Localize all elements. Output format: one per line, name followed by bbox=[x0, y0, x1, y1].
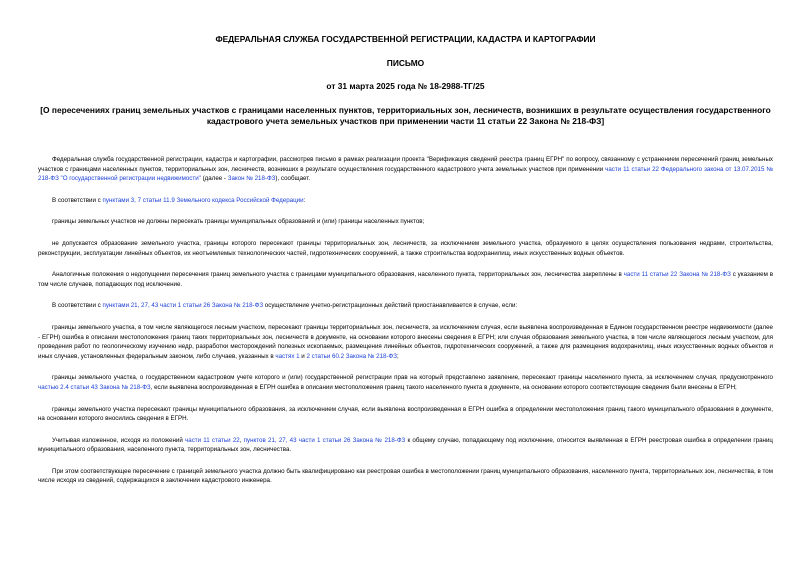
link-part11-article22[interactable]: части 11 статьи 22 Закона № 218-ФЗ bbox=[623, 271, 731, 279]
paragraph-formation-rule: не допускается образование земельного участка, границы которого пересекают границы территориальных зон, лесничеств, за исключением земельного участка, образуемого в целях осуществления пользования недрами, строительства, реконструкции, эксплуатации линейных объектов, их неотъемлемых технологических частей, гидротехнических сооружений, а также строительства водохранилищ, иных искусственных водных объектов. bbox=[38, 239, 773, 257]
document-type: ПИСЬМО bbox=[386, 58, 425, 68]
link-article-60-2[interactable]: 2 статьи 60.2 Закона № 218-ФЗ bbox=[306, 352, 397, 360]
paragraph-suspension: В соответствии с пунктами 21, 27, 43 части 1 статьи 26 Закона № 218-ФЗ осуществление учетно-регистрационных действий приостанавливается в случае, если: bbox=[52, 302, 518, 310]
paragraph-case-zones: границы земельного участка, в том числе являющегося лесным участком, пересекают границы территориальных зон, лесничеств, за исключением случая, если выявлена воспроизведенная в Едином государственном реестре недвижимости (далее - ЕГРН) ошибка в описании местоположения границ таких территориальных зон, лесничеств в документе, на основании которого внесены сведения в ЕГРН; или случая образования земельного участка, в том числе являющегося лесным участком, для проведения работ по геологическому изучению недр, разработки месторождений полезных ископаемых, размещения линейных объектов, гидротехнических сооружений, а также для размещения водохранилищ, иных искусственных водных объектов и иных случаев, установленных федеральным законом, либо случаев, указанных в частях 1 и 2 статьи 60.2 Закона № 218-ФЗ; bbox=[38, 323, 773, 360]
document-date-number: от 31 марта 2025 года № 18-2988-ТГ/25 bbox=[326, 81, 485, 91]
paragraph-conclusion: Учитывая изложенное, исходя из положений части 11 статьи 22, пунктов 21, 27, 43 части 1 статьи 26 Закона № 218-ФЗ к общему случаю, попадающему под исключение, относится выявленная в ЕГРН реестровая ошибка в определении границ муниципального образования, населенного пункта, территориальных зон, лесничества. bbox=[38, 436, 773, 454]
link-land-code[interactable]: пунктами 3, 7 статьи 11.9 Земельного кодекса Российской Федерации bbox=[102, 196, 304, 204]
link-article26[interactable]: пунктами 21, 27, 43 части 1 статьи 26 Закона № 218-ФЗ bbox=[102, 302, 264, 310]
link-law-218-part11[interactable]: части 11 статьи 22 Федерального закона от 13.07.2015 № 218-ФЗ "О государственной регистрации недвижимости" bbox=[38, 165, 773, 183]
paragraph-case-municipal: границы земельного участка пересекают границы муниципального образования, за исключением случая, если выявлена воспроизведенная в ЕГРН ошибка в определении местоположения границ такого муниципального образования в документе, на основании которого вносились сведения в ЕГРН. bbox=[38, 405, 773, 423]
paragraph-similar-provisions: Аналогичные положения о недопущении пересечения границ земельного участка с границами муниципального образования, населенного пункта, территориальных зон, лесничества закреплены в части 11 статьи 22 Закона № 218-ФЗ с указанием в том числе случаев, попадающих под исключение. bbox=[38, 271, 773, 288]
link-article26-b[interactable]: пунктов 21, 27, 43 части 1 статьи 26 Закона № 218-ФЗ bbox=[243, 436, 406, 444]
paragraph-case-settlement: границы земельного участка, о государственном кадастровом учете которого и (или) государственной регистрации прав на который представлено заявление, пересекают границы населенного пункта, за исключением случая, предусмотренного частью 2.4 статьи 43 Закона № 218-ФЗ, если выявлена воспроизведенная в ЕГРН ошибка в описании местоположения границ такого населенного пункта в документе, на основании которого соответствующие сведения были внесены в ЕГРН; bbox=[38, 374, 773, 391]
document-subject: [О пересечениях границ земельных участков с границами населенных пунктов, территориальных зон, лесничеств, возникших в результате осуществления государственного кадастрового учета земельных участков при применении части 11 статьи 22 Закона № 218-ФЗ] bbox=[40, 105, 771, 126]
document-body bbox=[38, 155, 773, 486]
paragraph-intro: Федеральная служба государственной регистрации, кадастра и картографии, рассмотрев письмо в рамках реализации проекта "Верификация сведений реестра границ ЕГРН" по вопросу, связанному с устранением пересечений границ земельных участков с границами населенных пунктов, территориальных зон, лесничеств, возникших в результате осуществления государственного кадастрового учета земельных участков при применении части 11 статьи 22 Федерального закона от 13.07.2015 № 218-ФЗ "О государственной регистрации недвижимости" (далее - Закон № 218-ФЗ), сообщает. bbox=[38, 156, 773, 183]
link-law-218[interactable]: Закон № 218-ФЗ bbox=[227, 175, 276, 183]
paragraph-qualification: При этом соответствующее пересечение с границей земельного участка должно быть квалифицировано как реестровая ошибка в местоположении границ муниципального образования, населенного пункта, территориальных зон, лесничества, в том числе исходя из сведений, содержащихся в заключении кадастрового инженера. bbox=[38, 467, 773, 485]
paragraph-land-code: В соответствии с пунктами 3, 7 статьи 11.9 Земельного кодекса Российской Федерации: bbox=[52, 196, 306, 204]
organization-title: ФЕДЕРАЛЬНАЯ СЛУЖБА ГОСУДАРСТВЕННОЙ РЕГИСТРАЦИИ, КАДАСТРА И КАРТОГРАФИИ bbox=[215, 34, 596, 44]
link-article43[interactable]: частью 2.4 статьи 43 Закона № 218-ФЗ bbox=[38, 383, 151, 391]
link-part11-article22-b[interactable]: части 11 статьи 22 bbox=[185, 436, 240, 444]
link-parts-1[interactable]: частях 1 bbox=[275, 352, 300, 360]
paragraph-borders-rule: границы земельных участков не должны пересекать границы муниципальных образований и (или) границы населенных пунктов; bbox=[52, 218, 425, 226]
